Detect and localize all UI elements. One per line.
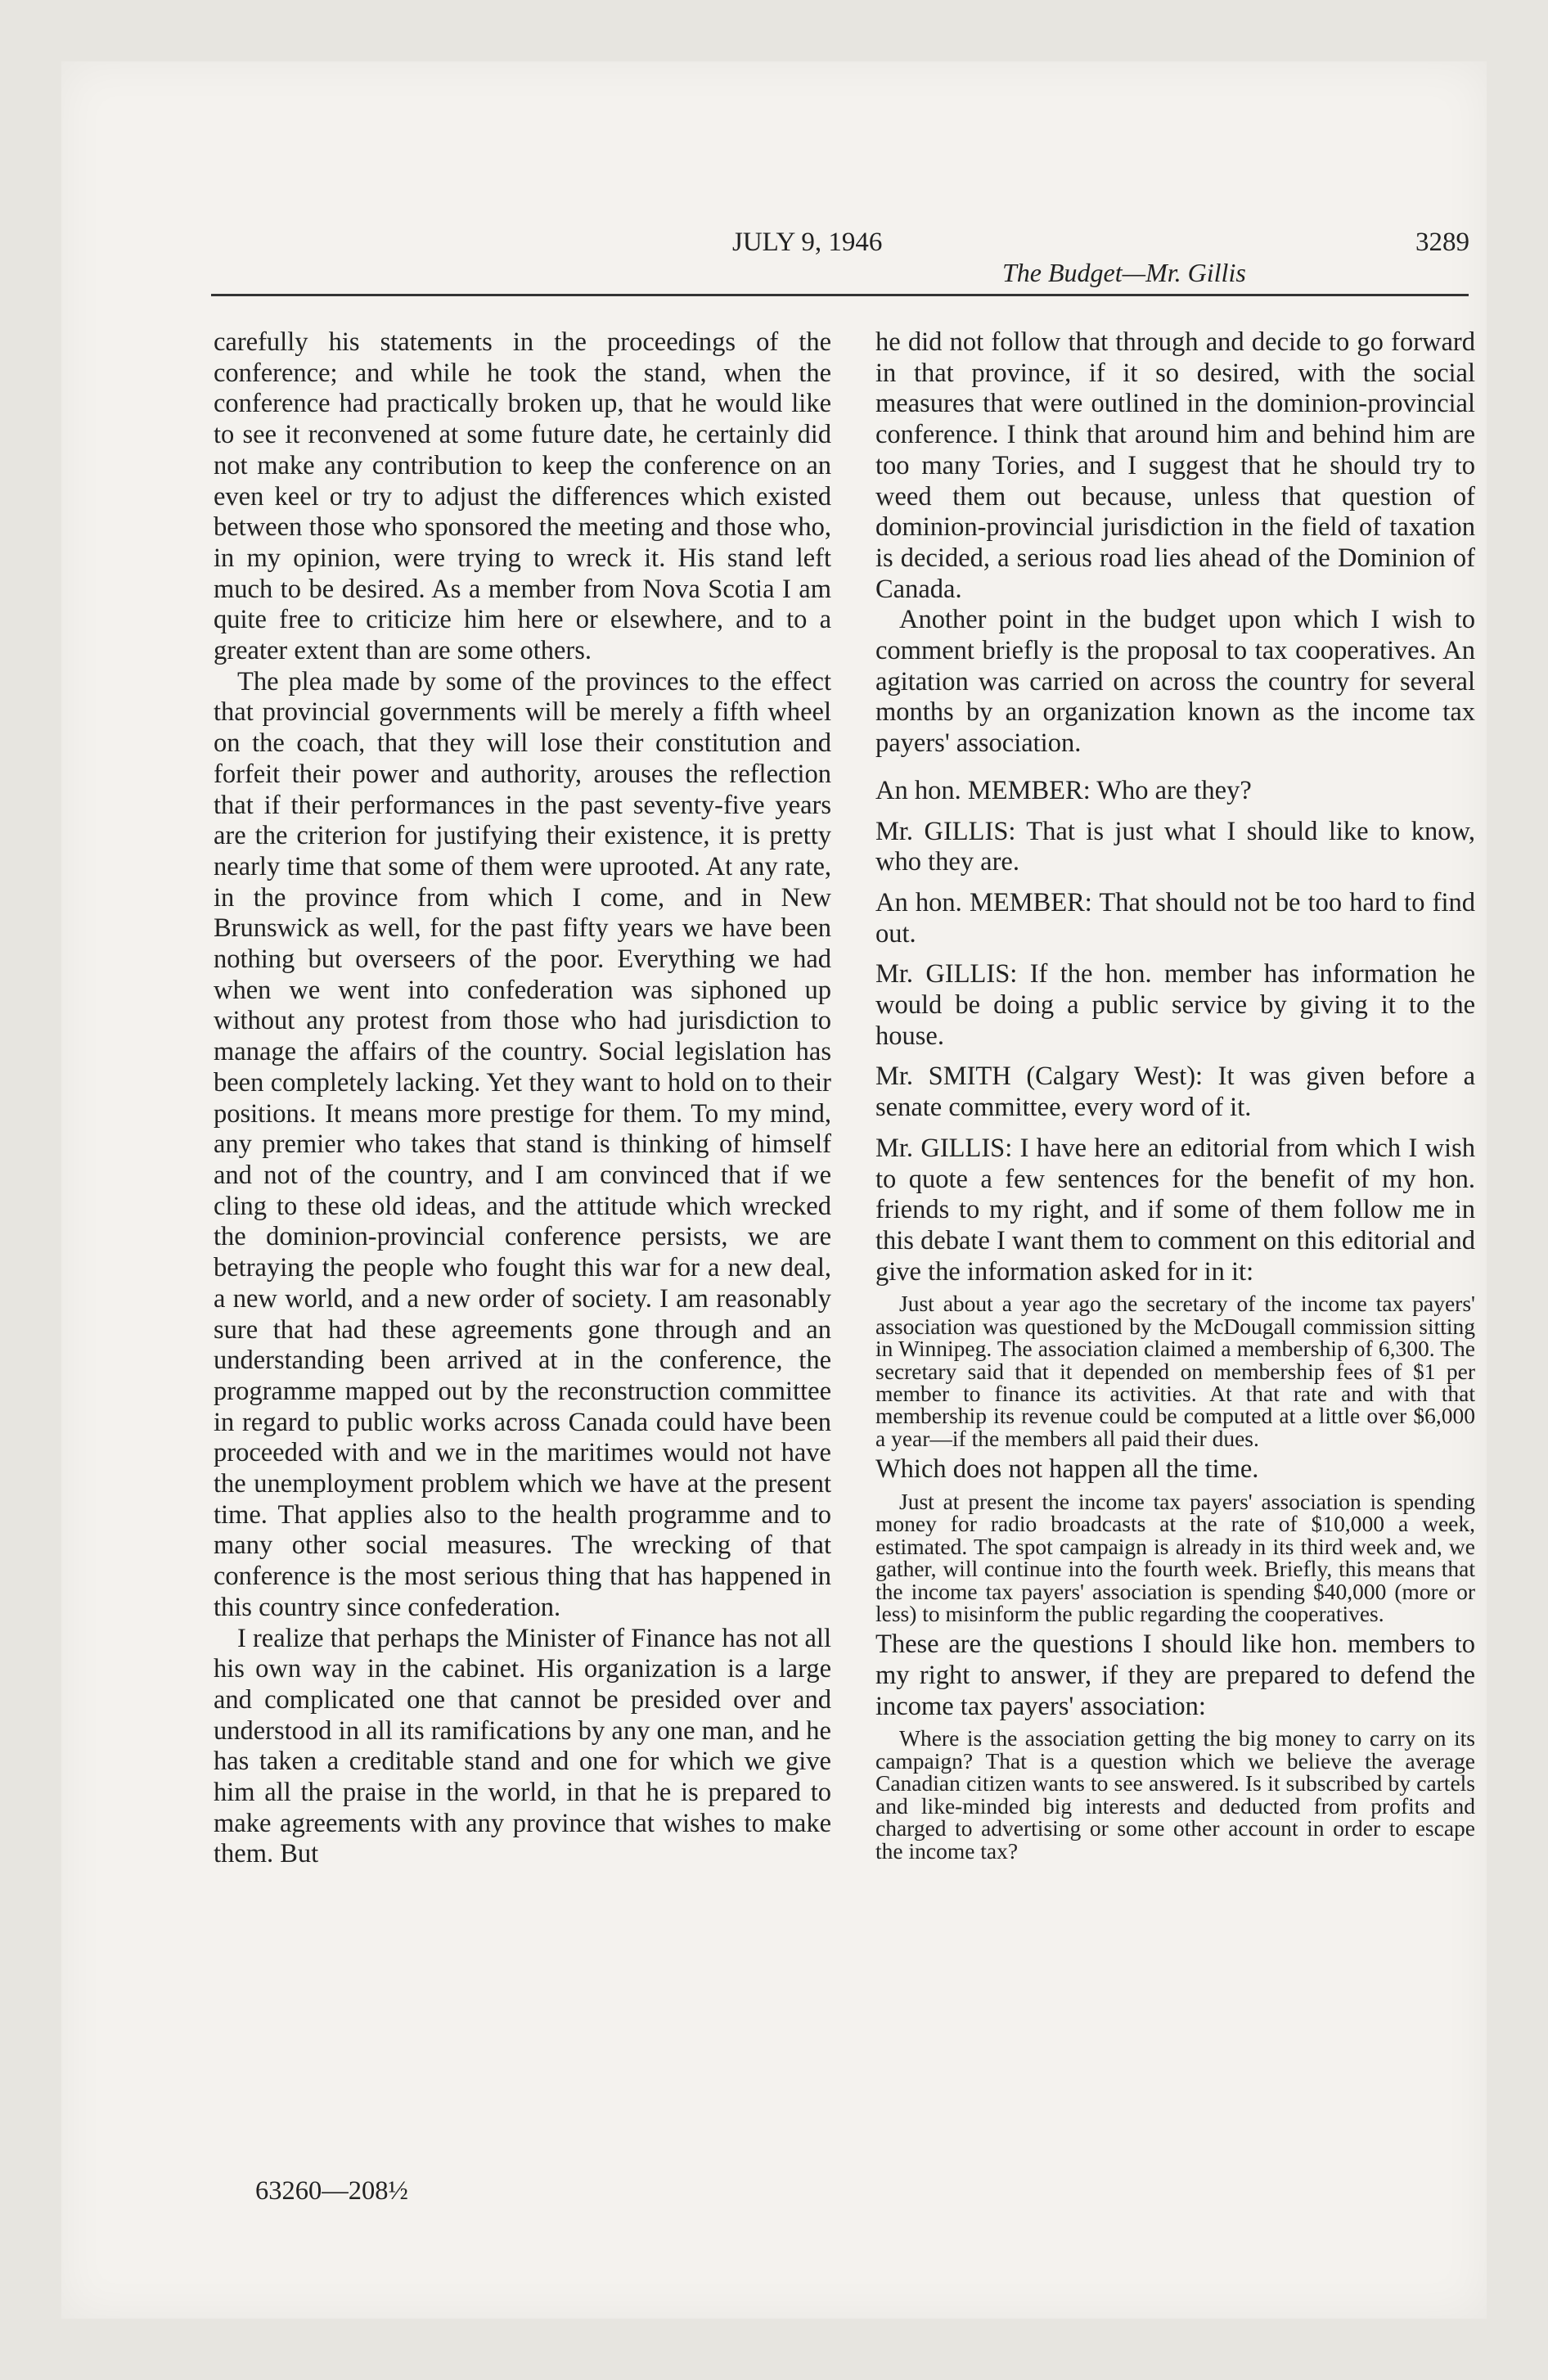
running-date: JULY 9, 1946 <box>732 228 883 257</box>
paragraph: carefully his statements in the proceedings of the conference; and while he took the stand, when the conference had practically broken up, that he would like to see it reconvened at some future date, he certainly did not make any contribution to keep the conference on an even keel or try to adjust the differences which existed between those who sponsored the meeting and those who, in my opinion, were trying to wreck it. His stand left much to be desired. As a member from Nova Scotia I am quite free to criticize him here or elsewhere, and to a greater extent than are some others. <box>214 327 831 666</box>
dialogue-line: Mr. GILLIS: That is just what I should like to know, who they are. <box>875 816 1475 877</box>
dialogue-line: An hon. MEMBER: Who are they? <box>875 775 1252 805</box>
dialogue-line: An hon. MEMBER: That should not be too hard to find out. <box>875 887 1475 949</box>
block-quote: Just about a year ago the secretary of the income tax payers' association was questioned by the McDougall commission sitting in Winnipeg. The association claimed a membership of 6,300. The secretary said that it depended on membership fees of $1 per member to finance its activities. At that rate and with that membership its revenue could be computed at a little over $6,000 a year—if the members all paid their dues. <box>875 1291 1475 1451</box>
document-page <box>61 61 1487 2319</box>
dialogue-line: Mr. GILLIS: I have here an editorial from which I wish to quote a few sentences for the benefit of my hon. friends to my right, and if some of them follow me in this debate I want them to comment on this editorial and give the information asked for in it: <box>875 1133 1475 1287</box>
dialogue-line: Mr. GILLIS: If the hon. member has information he would be doing a public service by giving it to the house. <box>875 959 1475 1051</box>
paragraph: Another point in the budget upon which I wish to comment briefly is the proposal to tax cooperatives. An agitation was carried on across the country for several months by an organization known as the income tax payers' association. <box>875 605 1475 759</box>
paragraph: Which does not happen all the time. <box>875 1454 1259 1485</box>
page-number: 3289 <box>1415 228 1469 257</box>
paragraph: I realize that perhaps the Minister of Finance has not all his own way in the cabinet. His organization is a large and complicated one that cannot be presided over and understood in all its ramifications by any one man, and he has taken a creditable stand and one for which we give him all the praise in the world, in that he is prepared to make agreements with any province that wishes to make them. But <box>214 1623 831 1869</box>
paragraph: he did not follow that through and decide to go forward in that province, if it so desired, with the social measures that were outlined in the dominion-provincial conference. I think that around him and behind him are too many Tories, and I suggest that he should try to weed them out because, unless that question of dominion-provincial jurisdiction in the field of taxation is decided, a serious road lies ahead of the Dominion of Canada. <box>875 327 1475 604</box>
right-column <box>875 327 1475 1867</box>
paragraph: These are the questions I should like hon. members to my right to answer, if they are prepared to defend the income tax payers' association: <box>875 1629 1475 1721</box>
block-quote: Just at present the income tax payers' association is spending money for radio broadcasts at the rate of $10,000 a week, estimated. The spot campaign is already in its third week and, we gather, will continue into the fourth week. Briefly, this means that the income tax payers' association is spending $40,000 (more or less) to misinform the public regarding the cooperatives. <box>875 1488 1475 1626</box>
left-column <box>214 327 831 1870</box>
block-quote: Where is the association getting the big money to carry on its campaign? That is a question which we believe the average Canadian citizen wants to see answered. Is it subscribed by cartels and like-minded big interests and deducted from profits and charged to advertising or some other account in order to escape the income tax? <box>875 1725 1475 1864</box>
running-head: The Budget—Mr. Gillis <box>1002 258 1246 287</box>
dialogue-line: Mr. SMITH (Calgary West): It was given before a senate committee, every word of it. <box>875 1062 1475 1123</box>
paragraph: The plea made by some of the provinces to the effect that provincial governments will be merely a fifth wheel on the coach, that they will lose their constitution and forfeit their power and authority, arouses the reflection that if their performances in the past seventy-five years are the criterion for justifying their existence, it is pretty nearly time that some of them were uprooted. At any rate, in the province from which I come, and in New Brunswick as well, for the past fifty years we have been nothing but overseers of the poor. Everything we had when we went into confederation was siphoned up without any protest from those who had jurisdiction to manage the affairs of the country. Social legislation has been completely lacking. Yet they want to hold on to their positions. It means more prestige for them. To my mind, any premier who takes that stand is thinking of himself and not of the country, and I am convinced that if we cling to these old ideas, and the attitude which wrecked the dominion-provincial conference persists, we are betraying the people who fought this war for a new deal, a new world, and a new order of society. I am reasonably sure that had these agreements gone through and an understanding been arrived at in the conference, the programme mapped out by the reconstruction committee in regard to public works across Canada could have been proceeded with and we in the maritimes would not have the unemployment problem which we have at the present time. That applies also to the health programme and to many other social measures. The wrecking of that conference is the most serious thing that has happened in this country since confederation. <box>214 666 831 1622</box>
header-rule <box>211 294 1469 296</box>
folio-code: 63260—208½ <box>255 2176 408 2206</box>
